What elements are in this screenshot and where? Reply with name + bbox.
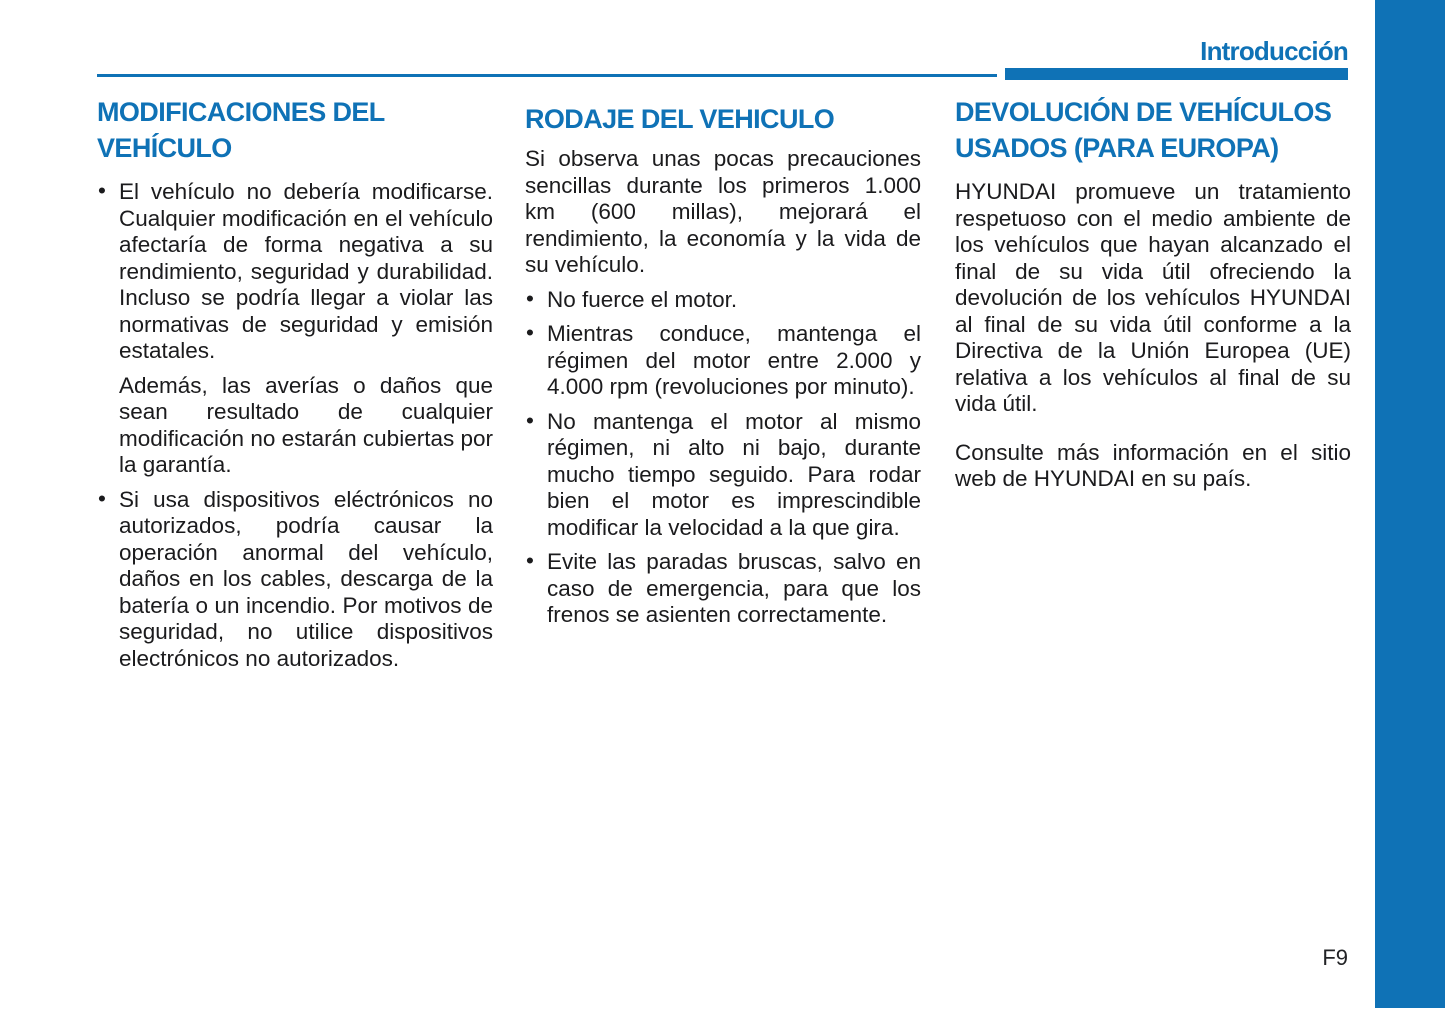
list-item <box>97 179 493 365</box>
bullet-marker: • <box>98 485 106 511</box>
list-item-text: El vehículo no debería modificarse. Cualquier modificación en el vehículo afectaría de forma negativa a su rendimiento, seguridad y durabilidad. Incluso se podría llegar a violar las normativas de seguridad y emisión estatales. <box>119 179 493 363</box>
paragraph-text: Si observa unas pocas precauciones sencillas durante los primeros 1.000 km (600 millas), mejorará el rendimiento, la economía y la vida de su vehículo. <box>525 146 921 277</box>
list-item <box>97 487 493 673</box>
paragraph-text: HYUNDAI promueve un tratamiento respetuoso con el medio ambiente de los vehículos que hayan alcanzado el final de su vida útil ofreciendo la devolución de los vehículos HYUNDAI al final de su vida útil conforme a la Directiva de la Unión Europea (UE) relativa a los vehículos al final de su vida útil. <box>955 179 1351 416</box>
list-item-text: Evite las paradas bruscas, salvo en caso de emergencia, para que los frenos se asienten correctamente. <box>547 549 921 627</box>
column-devolucion <box>955 94 1351 501</box>
paragraph <box>955 179 1351 418</box>
list-item-text: Mientras conduce, mantenga el régimen del motor entre 2.000 y 4.000 rpm (revoluciones por minuto). <box>547 321 921 399</box>
header-rule-thin <box>97 74 997 77</box>
bullet-marker: • <box>526 285 534 311</box>
list-item-text: No mantenga el motor al mismo régimen, ni alto ni bajo, durante mucho tiempo seguido. Para rodar bien el motor es imprescindible modificar la velocidad a la que gira. <box>547 408 921 540</box>
list-item <box>525 549 921 629</box>
column-rodaje <box>525 94 921 637</box>
bullet-marker: • <box>526 320 534 345</box>
header-rule-thick <box>1005 68 1348 80</box>
list-item <box>525 321 921 401</box>
list-item-text: No fuerce el motor. <box>547 286 738 312</box>
list-item <box>525 287 921 314</box>
paragraph-text: Consulte más información en el sitio web de HYUNDAI en su país. <box>955 439 1351 491</box>
list-item-text: Si usa dispositivos eléctrónicos no autorizados, podría causar la operación anormal del vehículo, daños en los cables, descarga de la batería o un incendio. Por motivos de seguridad, no utilice dispositivos electrónicos no autorizados. <box>119 486 493 671</box>
heading-line: USADOS (PARA EUROPA) <box>955 133 1279 163</box>
paragraph <box>955 440 1351 493</box>
indented-paragraph <box>97 373 493 479</box>
bullet-marker: • <box>526 407 534 433</box>
bullet-marker: • <box>526 548 534 573</box>
bullet-marker: • <box>98 178 106 203</box>
section-heading-rodaje <box>525 101 921 137</box>
heading-line: DEVOLUCIÓN DE VEHÍCULOS <box>955 97 1332 127</box>
heading-line: RODAJE DEL VEHICULO <box>525 104 835 134</box>
section-heading-devolucion <box>955 94 1351 166</box>
chapter-color-band <box>1375 0 1445 1008</box>
page-number: F9 <box>1322 945 1348 970</box>
paragraph-text: Además, las averías o daños que sean resultado de cualquier modificación no estarán cubiertas por la garantía. <box>119 372 493 477</box>
section-heading-modificaciones <box>97 94 493 166</box>
heading-line: MODIFICACIONES DEL <box>97 97 385 127</box>
column-modificaciones <box>97 94 493 680</box>
chapter-title: Introducción <box>1200 36 1348 66</box>
paragraph <box>525 146 921 279</box>
list-item <box>525 409 921 542</box>
heading-line: VEHÍCULO <box>97 133 232 163</box>
